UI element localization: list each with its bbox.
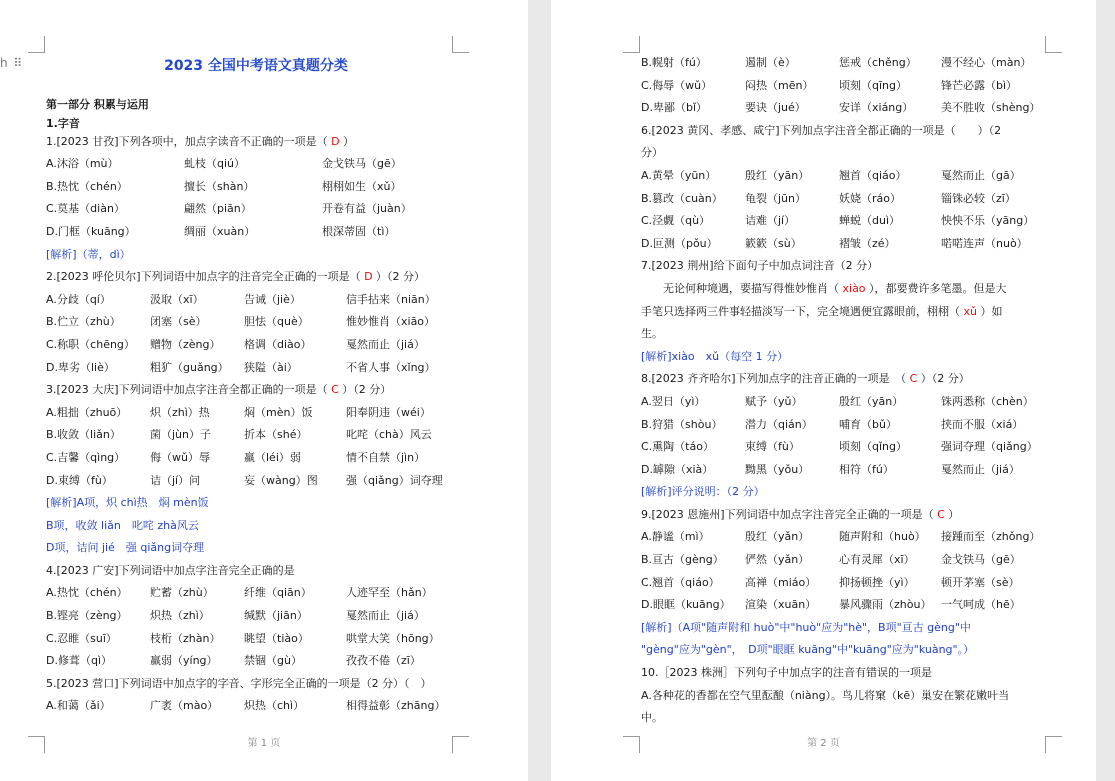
option-term: 炽（zhì）热 (150, 405, 210, 419)
option-term: D.叵测（pǒu） (641, 236, 718, 250)
option-term: 情不自禁（jìn） (346, 450, 426, 464)
option-term: 哄堂大笑（hōng） (346, 631, 440, 645)
option-row (641, 526, 1041, 549)
option-term: A.翌日（yì） (641, 394, 706, 408)
crop-mark (452, 36, 469, 53)
option-term: 纤维（qiān） (244, 586, 312, 600)
text-line: 分） (641, 146, 663, 160)
option-term: 黝黑（yǒu） (745, 462, 810, 476)
option-term: 羸（léi）弱 (244, 450, 301, 464)
option-term: D.罅隙（xià） (641, 462, 714, 476)
option-row (641, 52, 1041, 75)
option-term: 蝉蜕（duì） (839, 214, 901, 228)
option-term: 金戈铁马（gē） (322, 157, 402, 171)
option-row (641, 210, 1041, 233)
analysis-line: "gèng"应为"gèn"， D项"眼眶 kuāng"中"kuāng"应为"kuàng"。） (641, 643, 975, 657)
option-row (641, 572, 1041, 595)
option-term: C.熏陶（táo） (641, 440, 714, 454)
option-term: B.亘古（gèng） (641, 553, 724, 567)
option-term: 簌簌（sù） (745, 236, 802, 250)
option-term: B.收敛（liǎn） (46, 428, 121, 442)
option-row (641, 549, 1041, 572)
option-term: 遏制（è） (745, 56, 796, 69)
option-term: 顷刻（qīng） (839, 78, 907, 92)
option-term: A.黄晕（yūn） (641, 168, 717, 182)
option-term: 粗犷（guǎng） (150, 360, 229, 374)
option-row (641, 188, 1041, 211)
option-term: D.修葺（qì） (46, 654, 113, 668)
option-term: 阳奉阴违（wéi） (346, 405, 431, 419)
option-term: C.称职（chēng） (46, 337, 135, 351)
option-term: A.和蔼（ǎi） (46, 699, 111, 713)
option-row (46, 176, 466, 199)
option-term: 铢两悉称（chèn） (941, 394, 1034, 408)
document-title: 2023 全国中考语文真题分类 (164, 58, 348, 74)
option-term: 闭塞（sè） (150, 315, 207, 329)
option-row (641, 97, 1041, 120)
option-row (46, 424, 466, 447)
option-term: 禁锢（gù） (244, 654, 302, 668)
option-term: 心有灵犀（xī） (839, 553, 915, 567)
option-term: 顷刻（qǐng） (839, 440, 907, 454)
option-term: 菌（jùn）子 (150, 428, 211, 442)
option-term: 炽热（chì） (244, 699, 305, 713)
option-term: 金戈铁马（gē） (941, 553, 1021, 567)
option-term: 虬枝（qiú） (184, 157, 246, 171)
option-term: D.束缚（fù） (46, 473, 113, 487)
option-term: B.伫立（zhù） (46, 315, 121, 329)
option-term: 美不胜收（shèng） (941, 101, 1041, 115)
option-term: 殷红（yǎn） (745, 530, 810, 544)
option-term: 随声附和（huò） (839, 530, 926, 544)
analysis-line: [解析]A项，炽 chì热 焖 mèn饭 (46, 496, 209, 510)
option-row (46, 402, 466, 425)
analysis-line: B项，收敛 liǎn 叱咤 zhà风云 (46, 518, 199, 532)
text-line: 2.[2023 呼伦贝尔]下列词语中加点字的注音完全正确的一项是（ D ）（2 分） (46, 270, 426, 284)
option-row (641, 459, 1041, 482)
option-term: 枝桁（zhàn） (150, 631, 221, 645)
option-term: D.卑鄙（bǐ） (641, 101, 708, 115)
option-term: 眺望（tiào） (244, 631, 309, 645)
option-term: 赠物（zèng） (150, 337, 221, 351)
option-term: 不省人事（xǐng） (346, 360, 436, 374)
option-term: 开卷有益（juàn） (322, 202, 412, 216)
option-term: 诘难（jí） (745, 214, 796, 228)
analysis-line: D项，诘问 jié 强 qiǎng词夺理 (46, 541, 205, 555)
option-term: 相得益彰（zhāng） (346, 699, 446, 713)
option-term: 锱铢必较（zī） (941, 191, 1016, 205)
option-term: A.热忱（chén） (46, 586, 128, 600)
page-number: 第 2 页 (807, 738, 840, 749)
option-term: 根深蒂固（tì） (322, 224, 396, 238)
text-line: 无论何种境遇，要描写得惟妙惟肖（ xiào ），都要费许多笔墨。但是大 (663, 281, 1007, 295)
part-heading: 第一部分 积累与运用 (46, 98, 149, 111)
option-term: 汲取（xī） (150, 292, 204, 306)
page-2-lines (641, 52, 1041, 730)
option-row (641, 436, 1041, 459)
option-row (46, 357, 466, 380)
option-term: A.沐浴（mù） (46, 157, 119, 171)
option-term: 强词夺理（qiǎng） (941, 440, 1038, 454)
option-term: 安详（xiáng） (839, 101, 914, 115)
text-line: 5.[2023 营口]下列词语中加点字的字音、字形完全正确的一项是（2 分）（ ） (46, 676, 432, 690)
option-row (46, 311, 466, 334)
option-term: 信手拈来（niān） (346, 292, 436, 306)
document-page-1 (0, 0, 528, 781)
option-term: 缄默（jiān） (244, 609, 308, 623)
option-row (46, 628, 466, 651)
option-row (46, 153, 466, 176)
option-term: 戛然而止（jiá） (941, 462, 1020, 476)
option-term: 高禅（miáo） (745, 575, 817, 589)
text-line: 手笔只选择两三件事轻描淡写一下，完全境遇便宜露眼前，栩栩（ xǔ ）如 (641, 304, 1003, 318)
option-term: 戛然而止（gā） (941, 168, 1021, 182)
option-term: 孜孜不倦（zī） (346, 654, 421, 668)
option-term: B.幌射（fú） (641, 56, 707, 69)
option-term: B.篡改（cuàn） (641, 191, 723, 205)
option-term: D.眼眶（kuāng） (641, 598, 731, 612)
text-line: 中。 (641, 711, 663, 725)
option-term: 相符（fú） (839, 462, 894, 476)
option-term: 赋予（yǔ） (745, 394, 803, 408)
answer-mark: C (331, 383, 339, 397)
option-term: 格调（diào） (244, 337, 312, 351)
option-term: 戛然而止（jiá） (346, 337, 425, 351)
answer-mark: D (364, 270, 373, 284)
text-line: 6.[2023 黄冈、孝感、咸宁]下列加点字注音全都正确的一项是（ ）（2 (641, 123, 1002, 137)
text-line: 4.[2023 广安]下列词语中加点字注音完全正确的是 (46, 563, 295, 577)
option-term: 接踵而至（zhǒng） (941, 530, 1041, 544)
option-term: B.狩猎（shòu） (641, 417, 723, 431)
drag-handle-icon[interactable]: h ⠿ (0, 56, 24, 70)
answer-mark: xǔ (963, 304, 977, 318)
answer-mark: C (937, 507, 945, 521)
option-term: 翘首（qiáo） (839, 168, 907, 182)
option-row (641, 594, 1041, 617)
option-term: 焖（mèn）饭 (244, 405, 313, 419)
option-term: 告诫（jiè） (244, 292, 301, 306)
option-row (641, 165, 1041, 188)
crop-mark (28, 36, 45, 53)
option-term: C.侮辱（wǔ） (641, 78, 713, 92)
option-row (46, 334, 466, 357)
answer-mark: xiào (842, 281, 866, 295)
option-row (46, 198, 466, 221)
option-term: 褶皱（zé） (839, 236, 896, 250)
option-row (641, 233, 1041, 256)
option-row (46, 447, 466, 470)
option-term: 惩戒（chěng） (839, 56, 917, 69)
option-term: 绸丽（xuàn） (184, 224, 256, 238)
document-page-2 (551, 0, 1096, 781)
page-1-lines (46, 131, 466, 718)
option-term: C.忍睢（suī） (46, 631, 117, 645)
option-term: 侮（wǔ）辱 (150, 450, 210, 464)
option-term: B.热忱（chén） (46, 179, 128, 193)
text-line: A.各种花的香都在空气里酝酿（niàng）。鸟儿将窠（kē）巢安在繁花嫩叶当 (641, 688, 1010, 702)
option-term: 叱咤（chà）风云 (346, 428, 432, 442)
option-term: 戛然而止（jiá） (346, 609, 425, 623)
answer-mark: D (331, 134, 340, 148)
option-term: 要诀（jué） (745, 101, 806, 115)
option-term: 潜力（qián） (745, 417, 813, 431)
option-term: C.泾觑（qù） (641, 214, 711, 228)
option-term: 折本（shé） (244, 428, 308, 442)
analysis-line: [解析]（蒂，dì） (46, 247, 131, 261)
option-term: 一气呵成（hē） (941, 598, 1021, 612)
option-term: A.静谧（mì） (641, 530, 710, 544)
text-line: 3.[2023 大庆]下列词语中加点字注音全都正确的一项是（ C ）（2 分） (46, 383, 392, 397)
option-term: 锋芒必露（bì） (941, 78, 1018, 92)
option-row (46, 695, 466, 718)
option-term: 龟裂（jūn） (745, 191, 806, 205)
option-row (46, 289, 466, 312)
option-term: B.铿亮（zèng） (46, 609, 128, 623)
answer-mark: C (909, 372, 918, 386)
option-term: 殷红（yān） (839, 394, 904, 408)
text-line: 7.[2023 荆州]给下面句子中加点词注音（2 分） (641, 259, 879, 273)
option-term: 渲染（xuān） (745, 598, 817, 612)
option-term: 怏怏不乐（yāng） (941, 214, 1035, 228)
option-term: C.莫基（diàn） (46, 202, 125, 216)
page-1-content (46, 56, 466, 718)
option-row (46, 650, 466, 673)
section-heading: 1.字音 (46, 116, 80, 130)
text-line: 10.［2023 株洲］下列句子中加点字的注音有错误的一项是 (641, 666, 932, 680)
option-term: 栩栩如生（xǔ） (322, 179, 402, 193)
option-term: 炽热（zhì） (150, 609, 210, 623)
text-line: 生。 (641, 327, 663, 341)
option-term: 羸弱（yíng） (150, 654, 218, 668)
option-term: 挟而不服（xiá） (941, 417, 1024, 431)
option-term: 抑扬顿挫（yì） (839, 575, 915, 589)
option-term: D.门框（kuāng） (46, 224, 136, 238)
crop-mark (623, 36, 640, 53)
option-row (641, 75, 1041, 98)
option-term: C.翘首（qiáo） (641, 575, 720, 589)
option-term: A.分歧（qí） (46, 292, 111, 306)
text-line: 9.[2023 恩施州]下列词语中加点字注音完全正确的一项是（ C ） (641, 507, 960, 521)
option-row (46, 605, 466, 628)
option-term: 漫不经心（màn） (941, 56, 1032, 69)
option-term: 闷热（mēn） (745, 78, 814, 92)
analysis-line: [解析]xiào xǔ（每空 1 分） (641, 349, 789, 363)
option-row (641, 414, 1041, 437)
option-row (46, 221, 466, 244)
option-term: 贮蓄（zhù） (150, 586, 214, 600)
option-term: 殷红（yān） (745, 168, 810, 182)
option-term: 俨然（yǎn） (745, 553, 810, 567)
option-row (641, 391, 1041, 414)
option-term: A.粗拙（zhuō） (46, 405, 128, 419)
option-row (46, 582, 466, 605)
text-line: 8.[2023 齐齐哈尔]下列加点字的注音正确的一项是 （ C ）（2 分） (641, 372, 970, 386)
option-term: 擅长（shàn） (184, 179, 255, 193)
option-term: 束缚（fù） (745, 440, 800, 454)
option-term: 狭隘（ài） (244, 360, 298, 374)
option-term: C.吉馨（qìng） (46, 450, 126, 464)
crop-mark (1045, 36, 1062, 53)
option-term: 妄（wàng）图 (244, 473, 318, 487)
option-term: 顿开茅塞（sè） (941, 575, 1020, 589)
option-term: 人迹罕至（hǎn） (346, 586, 433, 600)
analysis-line: [解析]评分说明：（2 分） (641, 485, 765, 499)
option-row (46, 470, 466, 493)
option-term: 妖娆（ráo） (839, 191, 901, 205)
option-term: D.卑劣（liè） (46, 360, 115, 374)
option-term: 广袤（mào） (150, 699, 219, 713)
option-term: 强（qiǎng）词夺理 (346, 473, 443, 487)
option-term: 诘（jí）问 (150, 473, 201, 487)
option-term: 暴风骤雨（zhòu） (839, 598, 932, 612)
page-2-content (641, 52, 1041, 730)
text-line: 1.[2023 甘孜]下列各项中，加点字读音不正确的一项是（ D ） (46, 134, 355, 148)
option-term: 喏喏连声（nuò） (941, 236, 1028, 250)
option-term: 翩然（piān） (184, 202, 252, 216)
option-term: 胆怯（què） (244, 315, 309, 329)
analysis-line: [解析]（A项"随声附和 huò"中"huò"应为"hè"，B项"亘古 gèng"中 (641, 620, 971, 634)
option-term: 哺育（bǔ） (839, 417, 897, 431)
page-number: 第 1 页 (247, 738, 281, 749)
option-term: 惟妙惟肖（xiāo） (346, 315, 436, 329)
